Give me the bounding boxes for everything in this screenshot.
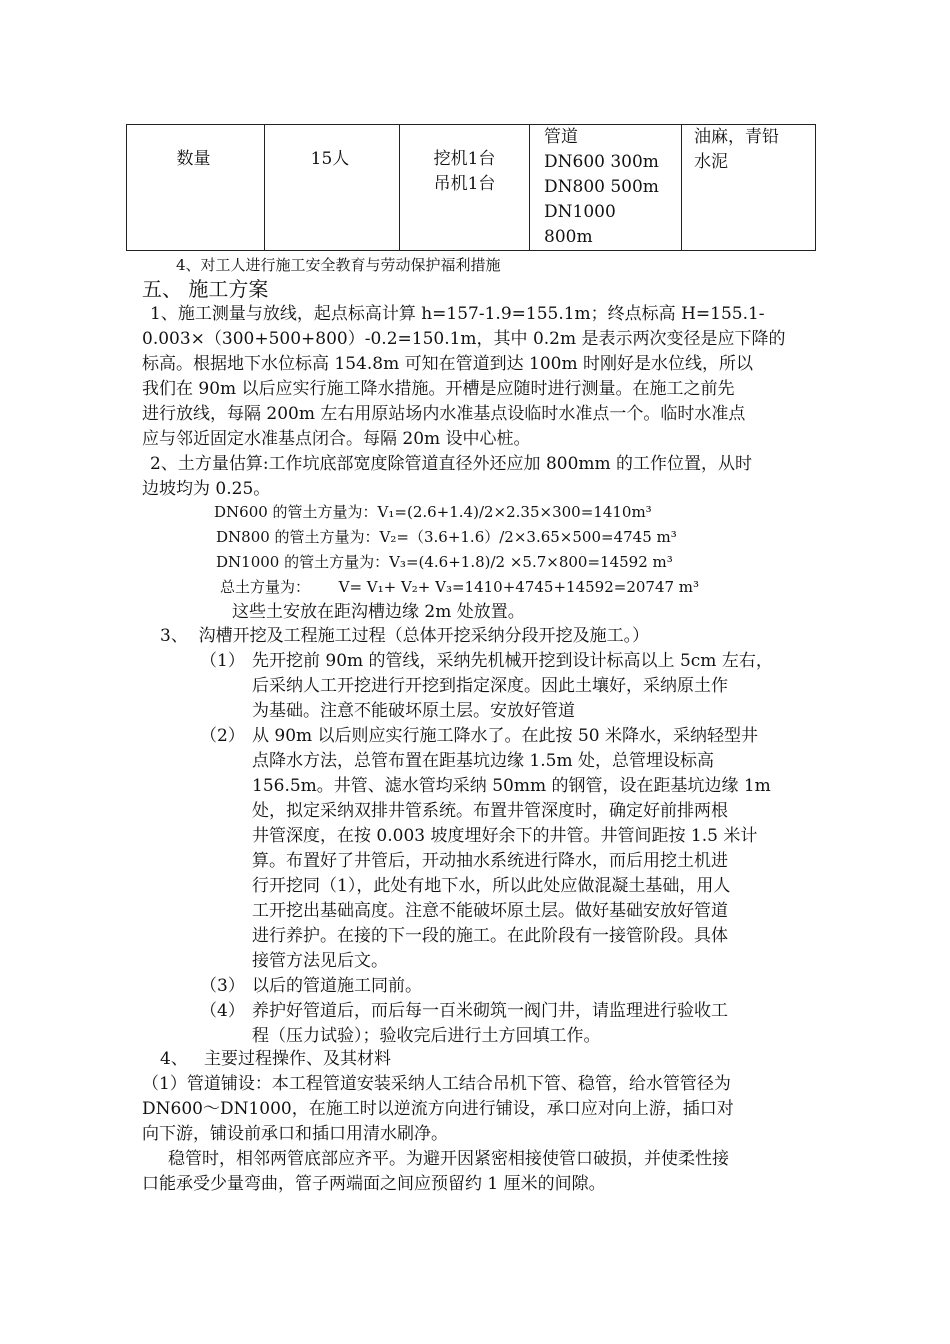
text-line: 工开挖出基础高度。注意不能破坏原土层。做好基础安放好管道	[252, 901, 728, 921]
pipe-cell	[530, 125, 682, 251]
row-label-cell	[127, 125, 265, 251]
text-line: 1、施工测量与放线，起点标高计算 h=157-1.9=155.1m；终点标高 H=155.1-	[150, 304, 765, 324]
text-line: 稳管时，相邻两管底部应齐平。为避开因紧密相接使管口破损，并使柔性接	[168, 1149, 729, 1169]
list-number: （3）	[200, 976, 245, 996]
text-line: 口能承受少量弯曲，管子两端面之间应预留约 1 厘米的间隙。	[142, 1174, 606, 1194]
list-item	[200, 649, 773, 724]
safety-note: 4、对工人进行施工安全教育与劳动保护福利措施	[176, 256, 501, 274]
text-line: 进行放线，每隔 200m 左右用原站场内水准基点设临时水准点一个。临时水准点	[142, 404, 746, 424]
text-line: （1）管道铺设：本工程管道安装采纳人工结合吊机下管、稳管，给水管管径为	[142, 1074, 731, 1094]
paragraph-earthwork	[142, 452, 752, 502]
list-number: （1）	[200, 651, 245, 671]
pipe-line: 管道	[544, 127, 578, 147]
paragraph-stabilize	[142, 1147, 729, 1197]
text-line: 以后的管道施工同前。	[252, 976, 422, 996]
formula-line: DN600 的管土方量为：V₁=(2.6+1.4)/2×2.35×300=1410m³	[214, 503, 652, 521]
list-item	[200, 999, 773, 1049]
list-number: （2）	[200, 726, 245, 746]
text-line: 从 90m 以后则应实行施工降水了。在此按 50 米降水，采纳轻型井	[252, 726, 758, 746]
excavation-list	[200, 649, 773, 1049]
list-item	[200, 724, 773, 974]
text-line: 我们在 90m 以后应实行施工降水措施。开槽是应随时进行测量。在施工之前先	[142, 379, 735, 399]
text-line: 算。布置好了井管后，开动抽水系统进行降水，而后用挖土机进	[252, 851, 728, 871]
machine-line: 吊机1台	[433, 174, 496, 194]
paragraph-pipe-laying	[142, 1072, 734, 1147]
labor-cell	[265, 125, 400, 251]
list-item	[200, 974, 773, 999]
text-line: 156.5m。井管、滤水管均采纳 50mm 的钢管，设在距基坑边缘 1m	[252, 776, 771, 796]
text-line: 行开挖同（1），此处有地下水，所以此处应做混凝土基础，用人	[252, 876, 731, 896]
text-line: 应与邻近固定水准基点闭合。每隔 20m 设中心桩。	[142, 429, 531, 449]
text-line: 程（压力试验）；验收完后进行土方回填工作。	[252, 1026, 601, 1046]
text-line: 接管方法见后文。	[252, 951, 388, 971]
text-line: DN600～DN1000，在施工时以逆流方向进行铺设，承口应对向上游，插口对	[142, 1099, 734, 1119]
text-line: 先开挖前 90m 的管线，采纳先机械开挖到设计标高以上 5cm 左右，	[252, 651, 773, 671]
machine-cell	[400, 125, 530, 251]
text-line: 边坡均为 0.25。	[142, 479, 271, 499]
pipe-line: DN800 500m	[544, 177, 659, 197]
pipe-line: 800m	[544, 227, 593, 247]
formula-line: DN800 的管土方量为：V₂=（3.6+1.6）/2×3.65×500=4745 m³	[216, 528, 677, 546]
text-line: 2、土方量估算:工作坑底部宽度除管道直径外还应加 800mm 的工作位置，从时	[150, 454, 753, 474]
text-line: 标高。根据地下水位标高 154.8m 可知在管道到达 100m 时刚好是水位线，所以	[142, 354, 753, 374]
list-number: （4）	[200, 1001, 245, 1021]
text-line: 0.003×（300+500+800）-0.2=150.1m，其中 0.2m 是表示两次变径是应下降的	[142, 329, 786, 349]
text-line: 为基础。注意不能破坏原土层。安放好管道	[252, 701, 575, 721]
formula-note: 这些土安放在距沟槽边缘 2m 处放置。	[232, 602, 525, 622]
text-line: 处，拟定采纳双排井管系统。布置井管深度时，确定好前排两根	[252, 801, 728, 821]
text-line: 向下游，铺设前承口和插口用清水刷净。	[142, 1124, 448, 1144]
material-line: 水泥	[694, 152, 728, 172]
table-row	[127, 125, 816, 251]
pipe-line: DN600 300m	[544, 152, 659, 172]
labor-count: 15人	[310, 149, 350, 169]
material-cell	[682, 125, 816, 251]
resource-table	[126, 124, 816, 251]
formula-line: 总土方量为： V= V₁+ V₂+ V₃=1410+4745+14592=20747 m³	[220, 578, 700, 596]
paragraph-survey	[142, 302, 786, 452]
section-title: 五、 施工方案	[142, 277, 269, 301]
subsection-title: 3、 沟槽开挖及工程施工过程（总体开挖采纳分段开挖及施工。）	[160, 626, 650, 646]
row-label: 数量	[176, 149, 211, 169]
formula-line: DN1000 的管土方量为：V₃=(4.6+1.8)/2 ×5.7×800=14592 m³	[216, 553, 673, 571]
material-line: 油麻，青铅	[694, 127, 779, 147]
machine-line: 挖机1台	[433, 149, 496, 169]
pipe-line: DN1000	[544, 202, 616, 222]
text-line: 后采纳人工开挖进行开挖到指定深度。因此土壤好，采纳原土作	[252, 676, 728, 696]
text-line: 点降水方法，总管布置在距基坑边缘 1.5m 处，总管埋设标高	[252, 751, 714, 771]
formula-block	[214, 500, 699, 625]
subsection-title: 4、 主要过程操作、及其材料	[160, 1049, 392, 1069]
text-line: 进行养护。在接的下一段的施工。在此阶段有一接管阶段。具体	[252, 926, 728, 946]
text-line: 养护好管道后，而后每一百米砌筑一阀门井，请监理进行验收工	[252, 1001, 728, 1021]
text-line: 井管深度，在按 0.003 坡度埋好余下的井管。井管间距按 1.5 米计	[252, 826, 758, 846]
